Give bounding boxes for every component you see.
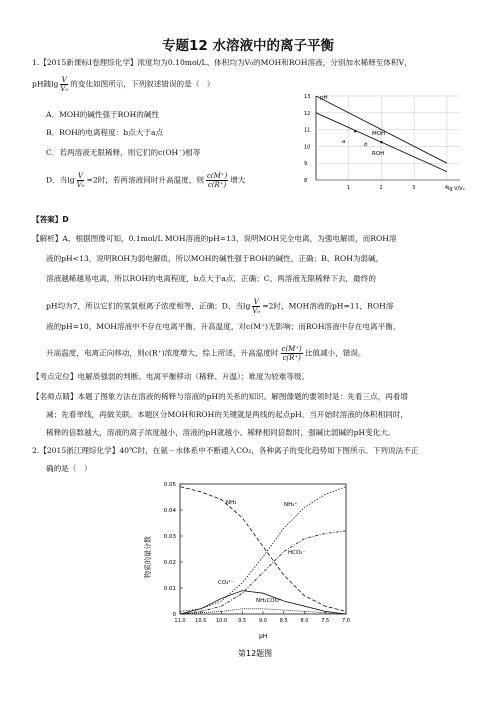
g1-ytick-label: 11 [304,127,311,134]
g1-label-b: b [364,142,368,148]
q1-optd-post: 增大 [230,175,246,185]
g2-label-hco3: HCO₃⁻ [288,550,306,556]
mingshi-line2: 减；先看单线，再做关联。本题区分MOH和ROH的关键就是两线的起点pH。当开始时溶液的体积相同时， [46,410,409,419]
g1-xlabel: lg V/V₀ [448,186,465,192]
g1-xtick-label: 1 [346,185,350,191]
g2-label-nh4: NH₄⁺ [284,502,298,508]
g2-label-nh3: NH₃ [226,500,237,506]
g2-ytick-label: 0.03 [163,534,176,540]
analysis-line5: 液的pH=10，MOH溶液中不存在电离平衡，升高温度，对c(M⁺)无影响；而ROH溶液中存在电离平衡， [46,322,401,331]
g2-ylabel: 物质的量分数 [144,536,152,578]
q1-optd-frac2 [206,172,228,189]
analysis-line3: 溶液越稀越易电离，所以ROH的电离程度，b点大于a点，正确；C、两溶液无限稀释下去，最终的 [46,274,376,283]
q1-frac-den: V₀ [60,85,69,93]
g2-xtick-label: 7.5 [321,618,330,624]
g1-xtick-label: 3 [412,185,416,191]
g1-ytick-label: 9 [304,161,308,168]
page-title: 专题12 水溶液中的离子平衡 [162,38,334,54]
analysis-l4-pre: pH均为7，所以它们的氢氧根离子浓度相等，正确；D、当lg [46,301,251,311]
g1-point-a [354,130,356,132]
q1-option-b: B．ROH的电离程度：b点大于a点 [46,128,164,137]
q1-fraction [60,76,68,93]
analysis-l4-frac [252,298,260,315]
q1-optd-pre: D．当lg [46,175,75,185]
g2-frame [180,484,346,614]
g1-xtick-label: 2 [379,185,383,191]
q1-optd-mid: =2时，若两溶液同时升高温度，则 [86,175,204,185]
ph-dilution-chart [302,92,472,200]
q1-option-d [46,172,245,189]
analysis-l6-post: 比值减小，错误。 [304,348,366,358]
analysis-l4-post: =2时，MOH溶液的pH=11，ROH溶 [262,301,394,311]
kaodian: 【考点定位】电解质强弱的判断、电离平衡移动（稀释、升温）；难度为较难等级。 [32,372,310,381]
q1-line1: 1.【2015新课标Ⅰ卷理综化学】浓度均为0.10mol/L、体积均为V₀的MOH和ROH溶液，分别加水稀释至体积V， [32,58,412,67]
g2-label-nh2coo: NH₂COO⁻ [256,598,282,604]
g2-ytick-label: 0.01 [163,586,176,592]
mingshi-line3: 稀释的倍数越大，溶液的离子浓度越小，溶液的pH就越小。稀释相同倍数时，强碱比弱碱的pH变化大。 [46,428,396,437]
g1-ytick-label: 10 [304,144,311,151]
q1-line2-pre: pH随lg [32,79,59,89]
q1-optd-frac1 [77,172,85,189]
g2-series-line [180,487,346,612]
mingshi-line1: 【名师点睛】本题了图象方法在溶液的稀释与溶液的pH的关系的知识。解图像题的要领时是：先看三点，再看增 [32,392,408,401]
analysis-l4-num: V [253,298,259,306]
analysis-l4-den: V₀ [252,307,261,315]
g2-xtick-label: 11.0 [174,618,186,624]
g1-point-b [380,141,382,143]
q1-option-a: A．MOH的碱性强于ROH的碱性 [46,110,160,119]
analysis-line6 [46,345,366,362]
g2-xtick-label: 8.5 [279,618,288,624]
analysis-l6-pre: 升高温度，电离正向移动，则c(R⁺)浓度增大，综上所述，升高温度时 [46,348,279,358]
g1-ytick-label: 13 [304,94,311,100]
q1-optd-frac1-num: V [77,172,84,180]
g2-caption: 第12题图 [238,649,273,658]
g1-label-roh: ROH [372,151,385,157]
analysis-line1: 【解析】A、根据图像可知，0.1mol/L MOH溶液的pH=13，说明MOH完全电离，为强电解质，而ROH溶 [32,234,397,243]
g2-ytick-label: 0.02 [163,560,176,566]
g2-ytick-label: 0 [172,612,176,618]
q1-optd-frac2-den: c(R⁺) [207,181,227,189]
g1-ylabel: pH [320,95,328,101]
q2-line1: 2.【2015浙江理综化学】40℃时，在氨－水体系中不断通入CO₂，各种离子的变化趋势如下图所示。下列说法不正 [32,446,419,455]
g1-xticks [347,185,448,191]
g2-label-co3: CO₃²⁻ [218,580,234,586]
g1-label-a: a [342,139,346,145]
analysis-line2: 液的pH<13，说明ROH为弱电解质，所以MOH的碱性强于ROH的碱性，正确；B、ROH为弱碱， [46,254,384,263]
analysis-l6-num: c(M⁺) [281,345,302,353]
g2-ytick-label: 0.04 [163,508,176,514]
q1-option-c: C．若两溶液无限稀释，则它们的c(OH⁻)相等 [46,148,201,157]
q1-frac-num: V [61,76,67,84]
g2-xtick-label: 9.5 [238,618,247,624]
g1-ytick-label: 12 [304,110,311,117]
q1-optd-frac1-den: V₀ [76,181,85,189]
g2-xlabel: pH [259,633,268,640]
g2-xtick-label: 9.0 [259,618,267,624]
analysis-line4 [46,298,393,315]
g2-ytick-label: 0.05 [163,482,176,488]
q1-line2 [32,76,215,93]
g2-lines [180,487,346,614]
species-fraction-chart [134,478,370,688]
g1-yticks [304,94,310,184]
analysis-l6-frac [281,345,303,362]
g2-xtick-label: 10.5 [195,618,207,624]
g2-xtick-label: 7.0 [342,618,350,624]
g1-ytick-label: 8 [304,178,308,184]
g2-xtick-label: 10.0 [215,618,228,624]
q1-line2-post: 的变化如图所示，下列叙述错误的是（ ） [70,79,215,89]
answer: 【答案】D [32,215,69,224]
g2-xtick-label: 8.0 [300,618,309,624]
g1-xtick-label: 4 [444,185,449,191]
g2-series-line [180,487,346,612]
g1-label-moh: MOH [372,131,386,137]
q2-line2: 确的是（ ） [46,464,92,473]
analysis-l6-den: c(R⁺) [282,354,301,362]
q1-optd-frac2-num: c(M⁺) [206,172,228,180]
